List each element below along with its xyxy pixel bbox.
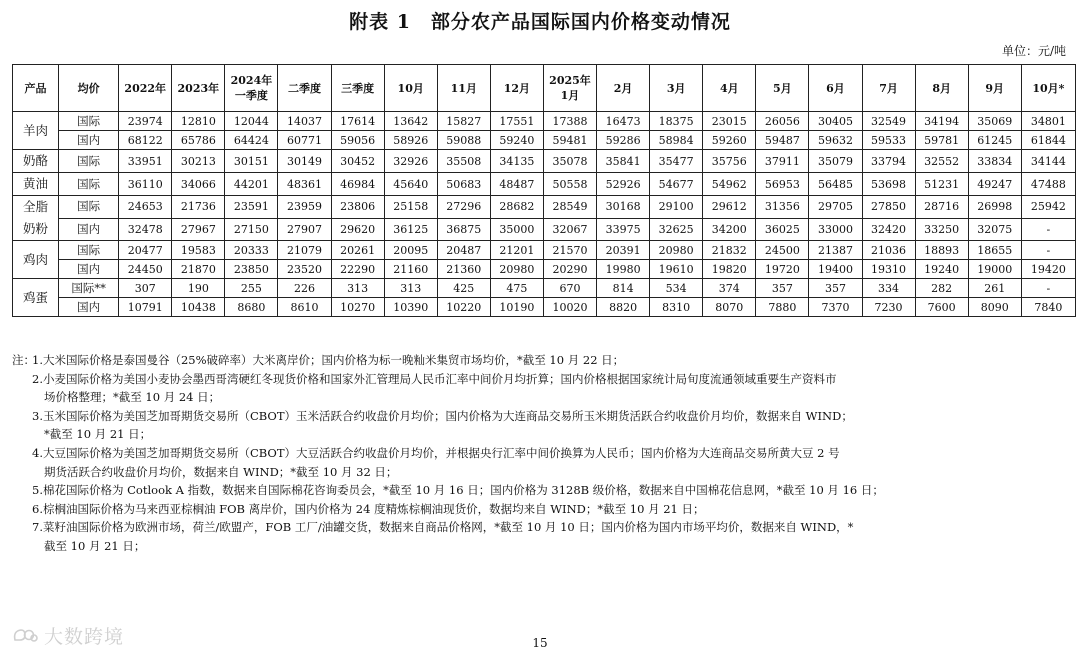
- price-cell: 33794: [862, 150, 915, 173]
- price-cell: 26998: [968, 196, 1021, 219]
- column-header: 4月: [703, 65, 756, 112]
- price-type-cell: 国内: [59, 131, 119, 150]
- price-cell: -: [1021, 241, 1075, 260]
- price-cell: -: [1021, 279, 1075, 298]
- price-cell: 27296: [437, 196, 490, 219]
- price-cell: 29612: [703, 196, 756, 219]
- column-header: 2022年: [119, 65, 172, 112]
- price-cell: 357: [756, 279, 809, 298]
- price-cell: 32549: [862, 112, 915, 131]
- price-cell: 36875: [437, 218, 490, 241]
- price-cell: 34194: [915, 112, 968, 131]
- product-cell: 鸡蛋: [13, 279, 59, 317]
- column-header: 2月: [597, 65, 650, 112]
- column-header: 9月: [968, 65, 1021, 112]
- price-cell: 49247: [968, 173, 1021, 196]
- price-cell: 21079: [278, 241, 331, 260]
- watermark-text: 大数跨境: [44, 626, 125, 648]
- price-cell: 53698: [862, 173, 915, 196]
- price-cell: 10270: [331, 298, 384, 317]
- price-cell: 35508: [437, 150, 490, 173]
- price-cell: 47488: [1021, 173, 1075, 196]
- column-header: 2023年: [172, 65, 225, 112]
- price-cell: 33250: [915, 218, 968, 241]
- price-cell: 35079: [809, 150, 862, 173]
- price-cell: 31356: [756, 196, 809, 219]
- price-cell: -: [1021, 218, 1075, 241]
- price-cell: 34135: [490, 150, 543, 173]
- price-cell: 59533: [862, 131, 915, 150]
- price-cell: 18893: [915, 241, 968, 260]
- price-cell: 46984: [331, 173, 384, 196]
- price-cell: 8680: [225, 298, 278, 317]
- price-cell: 7370: [809, 298, 862, 317]
- price-cell: 8070: [703, 298, 756, 317]
- price-cell: 23850: [225, 260, 278, 279]
- price-cell: 19240: [915, 260, 968, 279]
- price-cell: 13642: [384, 112, 437, 131]
- price-cell: 29620: [331, 218, 384, 241]
- price-cell: 59632: [809, 131, 862, 150]
- price-cell: 36125: [384, 218, 437, 241]
- price-cell: 59487: [756, 131, 809, 150]
- price-cell: 59240: [490, 131, 543, 150]
- price-cell: 20095: [384, 241, 437, 260]
- note-5: 5.棉花国际价格为 Cotlook A 指数，数据来自国际棉花咨询委员会，*截至 10 月 16 日；国内价格为 3128B 级价格，数据来自中国棉花信息网，*截至 10 月 16 日；: [32, 483, 884, 498]
- price-cell: 282: [915, 279, 968, 298]
- price-cell: 307: [119, 279, 172, 298]
- price-cell: 19000: [968, 260, 1021, 279]
- price-cell: 59481: [543, 131, 596, 150]
- price-cell: 30149: [278, 150, 331, 173]
- price-cell: 48487: [490, 173, 543, 196]
- price-cell: 27850: [862, 196, 915, 219]
- column-header: 12月: [490, 65, 543, 112]
- unit-label: 单位：元/吨: [1001, 44, 1066, 58]
- price-cell: 425: [437, 279, 490, 298]
- price-cell: 52926: [597, 173, 650, 196]
- column-header: 11月: [437, 65, 490, 112]
- price-cell: 36110: [119, 173, 172, 196]
- price-cell: 23520: [278, 260, 331, 279]
- price-type-cell: 国际: [59, 241, 119, 260]
- table-title: 附表 1 部分农产品国际国内价格变动情况: [349, 11, 731, 33]
- table-row: [13, 150, 1076, 173]
- note-4: 4.大豆国际价格为美国芝加哥期货交易所（CBOT）大豆活跃合约收盘价月均价，并根据央行汇率中间价换算为人民币；国内价格为大连商品交易所黄大豆 2 号: [32, 445, 840, 460]
- price-cell: 35477: [650, 150, 703, 173]
- price-type-cell: 国内: [59, 260, 119, 279]
- price-cell: 59781: [915, 131, 968, 150]
- table-row: [13, 298, 1076, 317]
- product-cell: 鸡肉: [13, 241, 59, 279]
- price-cell: 59088: [437, 131, 490, 150]
- table-row: [13, 131, 1076, 150]
- table-row: [13, 241, 1076, 260]
- note-3-cont: *截至 10 月 21 日；: [44, 427, 152, 442]
- price-cell: 24500: [756, 241, 809, 260]
- price-cell: 20391: [597, 241, 650, 260]
- price-cell: 19610: [650, 260, 703, 279]
- column-header: 2024年 一季度: [225, 65, 278, 112]
- note-4-cont: 期货活跃合约收盘价月均价，数据来自 WIND；*截至 10 月 32 日；: [44, 464, 398, 479]
- price-cell: 23015: [703, 112, 756, 131]
- price-cell: 7880: [756, 298, 809, 317]
- price-cell: 8820: [597, 298, 650, 317]
- column-header: 10月*: [1021, 65, 1075, 112]
- price-cell: 34144: [1021, 150, 1075, 173]
- price-cell: 14037: [278, 112, 331, 131]
- header-row: [13, 65, 1076, 112]
- price-cell: 29100: [650, 196, 703, 219]
- price-cell: 21832: [703, 241, 756, 260]
- price-cell: 48361: [278, 173, 331, 196]
- column-header: 三季度: [331, 65, 384, 112]
- price-cell: 35078: [543, 150, 596, 173]
- price-type-cell: 国际: [59, 112, 119, 131]
- price-cell: 23959: [278, 196, 331, 219]
- table-body: [13, 112, 1076, 317]
- price-cell: 61245: [968, 131, 1021, 150]
- column-header: 5月: [756, 65, 809, 112]
- price-cell: 21036: [862, 241, 915, 260]
- note-1: 注：1.大米国际价格是泰国曼谷（25%破碎率）大米离岸价；国内价格为标一晚籼米集贸市场均价，*截至 10 月 22 日；: [12, 351, 1062, 370]
- price-cell: 60771: [278, 131, 331, 150]
- note-3: 3.玉米国际价格为美国芝加哥期货交易所（CBOT）玉米活跃合约收盘价月均价；国内价格为大连商品交易所玉米期货活跃合约收盘价月均价，数据来自 WIND；: [32, 408, 853, 423]
- price-cell: 26056: [756, 112, 809, 131]
- price-table: [12, 64, 1076, 317]
- price-cell: 28549: [543, 196, 596, 219]
- price-cell: 25158: [384, 196, 437, 219]
- price-cell: 21736: [172, 196, 225, 219]
- column-header: 均价: [59, 65, 119, 112]
- price-cell: 18375: [650, 112, 703, 131]
- price-cell: 28682: [490, 196, 543, 219]
- price-cell: 7600: [915, 298, 968, 317]
- price-cell: 68122: [119, 131, 172, 150]
- price-cell: 34066: [172, 173, 225, 196]
- price-type-cell: 国际**: [59, 279, 119, 298]
- price-cell: 58984: [650, 131, 703, 150]
- price-cell: 32075: [968, 218, 1021, 241]
- price-cell: 50683: [437, 173, 490, 196]
- price-cell: 35756: [703, 150, 756, 173]
- price-cell: 10220: [437, 298, 490, 317]
- price-cell: 15827: [437, 112, 490, 131]
- price-cell: 357: [809, 279, 862, 298]
- price-cell: 261: [968, 279, 1021, 298]
- column-header: 产品: [13, 65, 59, 112]
- price-cell: 65786: [172, 131, 225, 150]
- price-cell: 54962: [703, 173, 756, 196]
- price-type-cell: 国内: [59, 298, 119, 317]
- price-cell: 670: [543, 279, 596, 298]
- column-header: 3月: [650, 65, 703, 112]
- price-cell: 23591: [225, 196, 278, 219]
- column-header: 8月: [915, 65, 968, 112]
- price-cell: 8090: [968, 298, 1021, 317]
- price-cell: 10438: [172, 298, 225, 317]
- price-cell: 37911: [756, 150, 809, 173]
- price-cell: 50558: [543, 173, 596, 196]
- price-type-cell: 国际: [59, 173, 119, 196]
- note-6: 6.棕榈油国际价格为马来西亚棕榈油 FOB 离岸价，国内价格为 24 度精炼棕榈油现货价，数据均来自 WIND；*截至 10 月 21 日；: [32, 501, 705, 516]
- price-cell: 59286: [597, 131, 650, 150]
- price-cell: 8610: [278, 298, 331, 317]
- price-cell: 814: [597, 279, 650, 298]
- product-cell: 羊肉: [13, 112, 59, 150]
- price-cell: 21160: [384, 260, 437, 279]
- price-cell: 24450: [119, 260, 172, 279]
- price-cell: 10190: [490, 298, 543, 317]
- price-cell: 19420: [1021, 260, 1075, 279]
- price-cell: 313: [331, 279, 384, 298]
- price-cell: 32478: [119, 218, 172, 241]
- price-cell: 190: [172, 279, 225, 298]
- price-cell: 12810: [172, 112, 225, 131]
- price-cell: 21201: [490, 241, 543, 260]
- table-row: [13, 173, 1076, 196]
- price-cell: 30213: [172, 150, 225, 173]
- price-cell: 58926: [384, 131, 437, 150]
- price-cell: 32625: [650, 218, 703, 241]
- price-cell: 21570: [543, 241, 596, 260]
- price-cell: 34200: [703, 218, 756, 241]
- price-cell: 27907: [278, 218, 331, 241]
- price-cell: 313: [384, 279, 437, 298]
- price-cell: 20487: [437, 241, 490, 260]
- price-cell: 28716: [915, 196, 968, 219]
- price-cell: 16473: [597, 112, 650, 131]
- table-row: [13, 112, 1076, 131]
- price-cell: 44201: [225, 173, 278, 196]
- price-cell: 34801: [1021, 112, 1075, 131]
- price-cell: 10390: [384, 298, 437, 317]
- price-cell: 17388: [543, 112, 596, 131]
- price-cell: 30168: [597, 196, 650, 219]
- price-cell: 35069: [968, 112, 1021, 131]
- price-type-cell: 国际: [59, 150, 119, 173]
- note-2: 2.小麦国际价格为美国小麦协会墨西哥湾硬红冬现货价格和国家外汇管理局人民币汇率中间价月均折算；国内价格根据国家统计局旬度流通领域重要生产资料市: [32, 371, 837, 386]
- price-cell: 20333: [225, 241, 278, 260]
- table-row: [13, 260, 1076, 279]
- price-cell: 21870: [172, 260, 225, 279]
- price-cell: 18655: [968, 241, 1021, 260]
- price-cell: 25942: [1021, 196, 1075, 219]
- price-cell: 23974: [119, 112, 172, 131]
- price-cell: 20261: [331, 241, 384, 260]
- price-cell: 51231: [915, 173, 968, 196]
- price-cell: 64424: [225, 131, 278, 150]
- price-cell: 32067: [543, 218, 596, 241]
- notes-section: [12, 351, 1062, 556]
- price-cell: 59260: [703, 131, 756, 150]
- column-header: 7月: [862, 65, 915, 112]
- price-cell: 7840: [1021, 298, 1075, 317]
- price-cell: 33951: [119, 150, 172, 173]
- price-cell: 33975: [597, 218, 650, 241]
- note-2-cont: 场价格整理；*截至 10 月 24 日；: [44, 390, 221, 405]
- column-header: 6月: [809, 65, 862, 112]
- price-cell: 29705: [809, 196, 862, 219]
- price-cell: 534: [650, 279, 703, 298]
- table-row: [13, 279, 1076, 298]
- price-cell: 7230: [862, 298, 915, 317]
- price-cell: 19583: [172, 241, 225, 260]
- price-cell: 12044: [225, 112, 278, 131]
- price-cell: 32420: [862, 218, 915, 241]
- price-cell: 255: [225, 279, 278, 298]
- price-cell: 45640: [384, 173, 437, 196]
- price-cell: 19980: [597, 260, 650, 279]
- price-cell: 27150: [225, 218, 278, 241]
- price-cell: 30452: [331, 150, 384, 173]
- price-cell: 56485: [809, 173, 862, 196]
- price-cell: 35841: [597, 150, 650, 173]
- price-cell: 22290: [331, 260, 384, 279]
- price-cell: 56953: [756, 173, 809, 196]
- price-cell: 17614: [331, 112, 384, 131]
- table-row: [13, 218, 1076, 241]
- price-cell: 20477: [119, 241, 172, 260]
- price-cell: 20290: [543, 260, 596, 279]
- price-type-cell: 国内: [59, 218, 119, 241]
- product-cell: 奶酪: [13, 150, 59, 173]
- column-header: 二季度: [278, 65, 331, 112]
- product-cell: 全脂 奶粉: [13, 196, 59, 241]
- price-cell: 27967: [172, 218, 225, 241]
- price-cell: 54677: [650, 173, 703, 196]
- price-cell: 19820: [703, 260, 756, 279]
- price-cell: 21387: [809, 241, 862, 260]
- price-cell: 19310: [862, 260, 915, 279]
- notes-label: 注：: [12, 353, 35, 367]
- product-cell: 黄油: [13, 173, 59, 196]
- price-cell: 33000: [809, 218, 862, 241]
- price-cell: 30151: [225, 150, 278, 173]
- price-cell: 36025: [756, 218, 809, 241]
- price-cell: 23806: [331, 196, 384, 219]
- price-type-cell: 国际: [59, 196, 119, 219]
- price-cell: 10020: [543, 298, 596, 317]
- price-cell: 19720: [756, 260, 809, 279]
- price-cell: 24653: [119, 196, 172, 219]
- price-cell: 374: [703, 279, 756, 298]
- price-cell: 19400: [809, 260, 862, 279]
- column-header: 10月: [384, 65, 437, 112]
- page-number: 15: [532, 636, 548, 650]
- price-cell: 59056: [331, 131, 384, 150]
- price-cell: 334: [862, 279, 915, 298]
- column-header: 2025年 1月: [543, 65, 596, 112]
- price-cell: 20980: [650, 241, 703, 260]
- note-7-cont: 截至 10 月 21 日；: [44, 538, 146, 553]
- price-cell: 32926: [384, 150, 437, 173]
- price-cell: 475: [490, 279, 543, 298]
- table-row: [13, 196, 1076, 219]
- price-cell: 226: [278, 279, 331, 298]
- price-cell: 21360: [437, 260, 490, 279]
- price-cell: 33834: [968, 150, 1021, 173]
- price-cell: 20980: [490, 260, 543, 279]
- price-cell: 8310: [650, 298, 703, 317]
- price-cell: 35000: [490, 218, 543, 241]
- price-cell: 61844: [1021, 131, 1075, 150]
- price-cell: 32552: [915, 150, 968, 173]
- price-cell: 10791: [119, 298, 172, 317]
- price-cell: 17551: [490, 112, 543, 131]
- note-7: 7.菜籽油国际价格为欧洲市场，荷兰/欧盟产，FOB 工厂/油罐交货，数据来自商品价格网，*截至 10 月 10 日；国内价格为国内市场平均价，数据来自 WIND，*: [32, 520, 854, 535]
- price-cell: 30405: [809, 112, 862, 131]
